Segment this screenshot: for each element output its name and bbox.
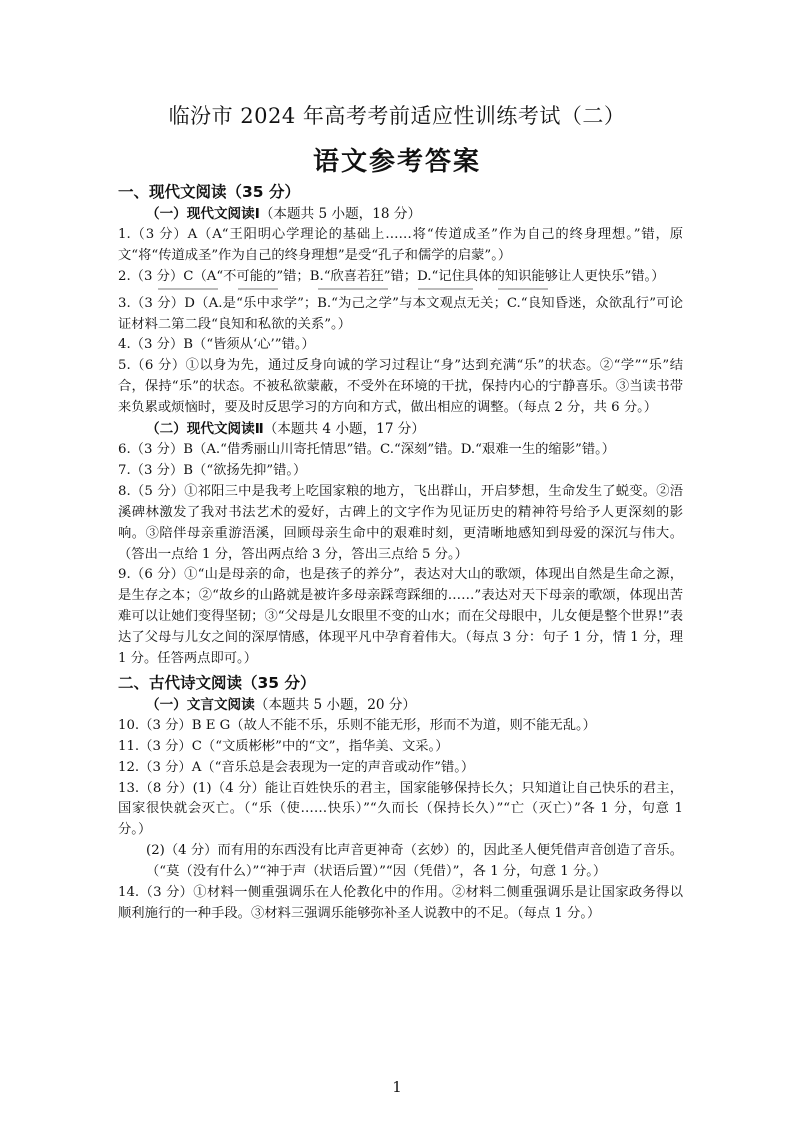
section-heading: 二、古代诗文阅读（35 分） [118,673,316,692]
answer-item: 14.（3 分）①材料一侧重强调乐在人伦教化中的作用。②材料二侧重强调乐是让国家政务得以顺利施行的一种手段。③材料三强调乐能够弥补圣人说教中的不足。（每点 1 分。） [118,885,683,921]
subsection-heading [118,419,683,440]
answer-item: 6.（3 分）B（A.“借秀丽山川寄托情思”错。C.“深刻”错。D.“艰难一生的缩影”错。） [118,441,616,457]
page-number: 1 [392,1078,402,1096]
subsection-label: （一）现代文阅读Ⅰ [146,206,260,222]
subsection-label: （二）现代文阅读Ⅱ [146,421,264,438]
subsection-note: （本题共 5 小题，20 分） [254,696,417,713]
answer-item: 1.（3 分）A（A“王阳明心学理论的基础上……将“传道成圣”作为自己的终身理想。”错，原文“将“传道成圣”作为自己的终身理想”是受“孔子和儒学的启蒙”。） [118,226,683,263]
document-title: 临汾市 2024 年高考考前适应性训练考试（二） [168,104,626,128]
scan-artifact-mark [238,288,278,290]
answer-item: (2)（4 分）而有用的东西没有比声音更神奇（玄妙）的，因此圣人便凭借声音创造了音乐。（“莫（没有什么）”“神于声（状语后置）”“因（凭借）”，各 1 分，句意 1 分。） [146,843,683,880]
subsection-heading [118,204,683,225]
answer-item: 4.（3 分）B（“皆须从‘心’”错。） [118,337,315,353]
answer-item: 9.（6 分）①“山是母亲的命，也是孩子的养分”，表达对大山的歌颂，体现出自然是生命之源，是生存之本；②“故乡的山路就是被许多母亲踩弯踩细的……”表达对天下母亲的歌颂，体现出苦难可以让她们变得坚韧；③“父母是儿女眼里不变的山水；而在父母眼中，儿女便是整个世界!”表达了父母与儿女之间的深厚情感，体现平凡中孕育着伟大。（每点 3 分：句子 1 分，情 1 分，理 1 分。任答两点即可。） [118,567,683,667]
answer-item: 5.（6 分）①以身为先，通过反身向诚的学习过程让“身”达到充满“乐”的状态。②“学”“乐”结合，保持“乐”的状态。不被私欲蒙蔽，不受外在环境的干扰，保持内心的宁静喜乐。③当读书带来负累或烦恼时，要及时反思学习的方向和方式，做出相应的调整。（每点 2 分，共 6 分。） [118,358,683,416]
subsection-note: （本题共 4 小题，17 分） [263,421,425,438]
answer-item: 12.（3 分）A（“音乐总是会表现为一定的声音或动作”错。） [118,759,475,775]
answer-item: 8.（5 分）①祁阳三中是我考上吃国家粮的地方，飞出群山，开启梦想，生命发生了蜕变。②浯溪碑林激发了我对书法艺术的爱好，古碑上的文字作为见证历史的精神符号给予人更深刻的影响。③陪伴母亲重游浯溪，回顾母亲生命中的艰难时刻，更清晰地感知到母爱的深沉与伟大。（答出一点给 1 分，答出两点给 3 分，答出三点给 5 分。） [118,483,683,562]
answer-item: 13.（8 分）(1)（4 分）能让百姓快乐的君主，国家能够保持长久；只知道让自己快乐的君主，国家很快就会灭亡。（“乐（使……快乐）”“久而长（保持长久）”“亡（灭亡）”各 1 分，句意 1 分。） [118,780,683,838]
answer-item: 2.（3 分）C（A“不可能的”错；B.“欣喜若狂”错；D.“记住具体的知识能够让人更快乐”错。） [118,268,665,284]
document-subtitle: 语文参考答案 [312,147,481,177]
section-heading: 一、现代文阅读（35 分） [118,183,300,201]
subsection-note: （本题共 5 小题，18 分） [259,206,422,222]
scan-artifact-mark [498,288,548,290]
answer-item: 3.（3 分）D（A.是“乐中求学”；B.“为己之学”与本文观点无关；C.“良知昏迷，众欲乱行”可论证材料二第二段“良知和私欲的关系”。） [118,295,683,332]
scan-artifact-mark [418,288,473,290]
answer-item: 7.（3 分）B（“欲扬先抑”错。） [118,462,307,478]
subsection-label: （一）文言文阅读 [146,696,255,713]
subsection-heading [118,695,683,716]
scan-artifact-mark [158,288,218,290]
answer-item: 10.（3 分）B E G（故人不能不乐，乐则不能无形，形而不为道，则不能无乱。） [118,717,596,733]
scan-artifact [118,288,683,294]
scan-artifact-mark [318,288,388,290]
answer-content [118,179,683,925]
answer-item: 11.（3 分）C（“文质彬彬”中的“文”，指华美、文采。） [118,738,449,754]
